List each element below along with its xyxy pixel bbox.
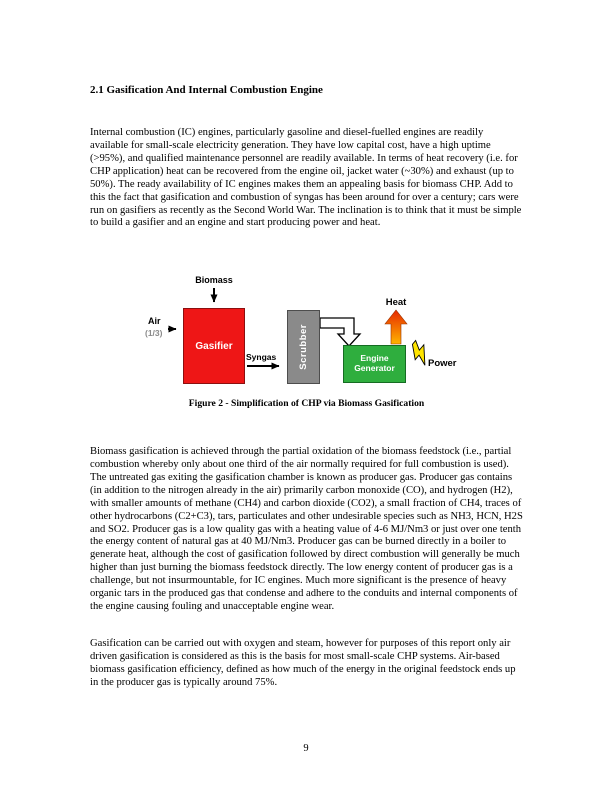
gasifier-box (183, 308, 245, 384)
biomass-label: Biomass (195, 275, 233, 285)
paragraph-air-gasification: Gasification can be carried out with oxygen and steam, however for purposes of this report only air driven gasification is considered as this is the basis for most small-scale CHP systems. Air-based biomass gasification efficiency, defined as how much of the energy in the original feedstock ends up in the producer gas is typically around 75%. (90, 638, 516, 688)
scrubber-box (287, 310, 320, 384)
syngas-label: Syngas (246, 352, 277, 362)
engine-generator-box-label: Engine Generator (354, 353, 395, 373)
power-label: Power (428, 358, 457, 369)
section-heading: 2.1 Gasification And Internal Combustion Engine (90, 84, 323, 96)
figure-caption: Figure 2 - Simplification of CHP via Biomass Gasification (188, 398, 425, 409)
air-fraction-label: (1/3) (145, 328, 163, 338)
heat-arrow (385, 310, 407, 344)
scrubber-box-label: Scrubber (298, 324, 309, 370)
scrubber-to-engine-arrow (320, 318, 360, 346)
gasifier-box-label: Gasifier (195, 340, 233, 352)
paragraph-biomass-gasification: Biomass gasification is achieved through the partial oxidation of the biomass feedstock (i.e., partial combustion whereby only about one third of the air normally required for full combustion is used). The untreated gas exiting the gasification chamber is known as producer gas. Producer gas contains (in addition to the nitrogen already in the air) primarily carbon monoxide (CO), and hydrogen (H2), with smaller amounts of methane (CH4) and carbon dioxide (CO2), a small fraction of CH4, traces of other hydrocarbons (C2+C3), tars, particulates and other undesirable species such as NH3, HCN, H2S and SO2. Producer gas is a low quality gas with a heating value of 4-6 MJ/Nm3 or just over one tenth the energy content of natural gas at 40 MJ/Nm3. Producer gas can be burned directly in a boiler to generate heat, although the cost of gasification followed by direct combustion will generally be much higher than just burning the biomass feedstock directly. The low energy content of producer gas is a challenge, but not insurmountable, for IC engines. Much more significant is the presence of heavy organic tars in the produced gas that condense and adhere to the conduits and internal components of the engine causing fouling and unacceptable engine wear. (90, 446, 523, 613)
engine-generator-box (343, 345, 406, 383)
heat-label: Heat (385, 297, 407, 308)
air-label: Air (148, 316, 161, 326)
figure-diagram (90, 272, 522, 400)
page-number: 9 (303, 743, 309, 754)
paragraph-ic-engines: Internal combustion (IC) engines, particularly gasoline and diesel-fuelled engines are readily available for small-scale electricity generation. They have low capital cost, have a high uptime (>95%), and qualified maintenance personnel are readily available. In terms of heat recovery (i.e. for CHP application) heat can be recovered from the engine oil, jacket water (~30%) and exhaust (up to 50%). The ready availability of IC engines makes them an appealing basis for biomass CHP. Add to this the fact that gasification and combustion of syngas has been around for over a century; cars were run on gasifiers as recently as the Second World War. The inclination is to think that it must be simple to build a gasifier and an engine and start producing power and heat. (90, 127, 522, 229)
